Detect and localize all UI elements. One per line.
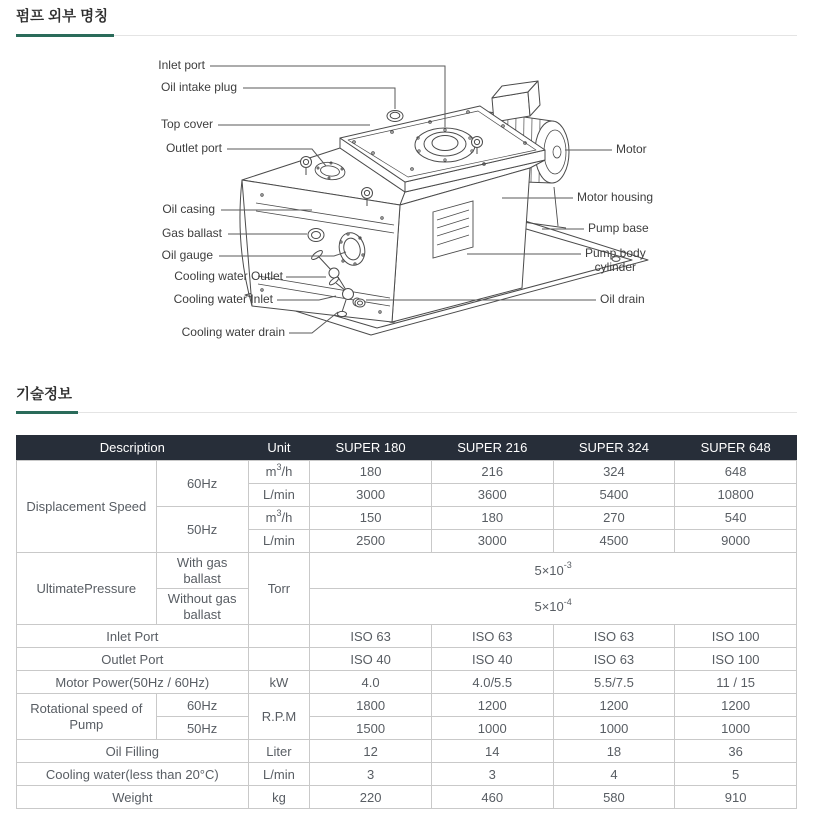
value-cell: ISO 63 [553, 648, 675, 671]
section-title-pump-naming [16, 8, 797, 36]
diagram-label-cooling-water-outlet: Cooling water Outlet [174, 268, 283, 283]
table-row [17, 786, 797, 809]
table-row [17, 763, 797, 786]
value-cell: ISO 63 [431, 625, 553, 648]
table-row [17, 694, 797, 717]
value-cell: ISO 40 [310, 648, 432, 671]
sub-label-50hz: 50Hz [156, 717, 248, 740]
diagram-label-cooling-water-drain: Cooling water drain [181, 324, 285, 339]
col-header-super-216: SUPER 216 [431, 436, 553, 461]
value-cell: 18 [553, 740, 675, 763]
value-cell: 3 [310, 763, 432, 786]
value-cell: 4 [553, 763, 675, 786]
diagram-label-outlet-port: Outlet port [165, 140, 222, 155]
value-cell: 4.0 [310, 671, 432, 694]
sub-label-with-gas-ballast: With gas ballast [156, 553, 248, 589]
value-cell: ISO 63 [310, 625, 432, 648]
row-label-ultimate-pressure: UltimatePressure [17, 553, 157, 625]
value-cell: 1200 [431, 694, 553, 717]
unit-cell: $m^3/h$ [248, 461, 310, 484]
value-cell: 4.0/5.5 [431, 671, 553, 694]
sub-label-60hz: 60Hz [156, 461, 248, 507]
col-header-super-324: SUPER 324 [553, 436, 675, 461]
inlet-flange [415, 128, 475, 162]
row-label-inlet-port: Inlet Port [17, 625, 249, 648]
value-cell: 580 [553, 786, 675, 809]
value-cell: 5.5/7.5 [553, 671, 675, 694]
value-cell: 12 [310, 740, 432, 763]
diagram-label-top-cover: Top cover [160, 116, 213, 131]
diagram-label-inlet-port: Inlet port [158, 57, 205, 72]
value-cell: 4500 [553, 530, 675, 553]
value-cell: 270 [553, 507, 675, 530]
value-cell: 1500 [310, 717, 432, 740]
table-row [17, 553, 797, 589]
diagram-label-oil-casing: Oil casing [162, 201, 215, 216]
diagram-label-pump-body-cylinder: Pump body cylinder [585, 245, 646, 274]
value-cell: 540 [675, 507, 797, 530]
pump-diagram [16, 50, 797, 370]
table-row [17, 671, 797, 694]
section-title-text: 기술정보 [16, 386, 78, 415]
unit-cell: Torr [248, 553, 310, 625]
value-cell: 3000 [431, 530, 553, 553]
unit-cell: Liter [248, 740, 310, 763]
section-title-technical-info [16, 386, 797, 414]
table-header-row [17, 436, 797, 461]
value-cell: 3600 [431, 484, 553, 507]
value-cell: 3 [431, 763, 553, 786]
unit-cell: L/min [248, 763, 310, 786]
value-cell: 36 [675, 740, 797, 763]
row-label-rotational-speed: Rotational speed of Pump [17, 694, 157, 740]
value-cell: 648 [675, 461, 797, 484]
sub-label-without-gas-ballast: Without gas ballast [156, 589, 248, 625]
diagram-label-pump-base: Pump base [588, 220, 649, 235]
unit-cell: L/min [248, 484, 310, 507]
value-cell: 10800 [675, 484, 797, 507]
diagram-label-motor-housing: Motor housing [577, 189, 654, 204]
value-cell: 5 [675, 763, 797, 786]
unit-cell-empty [248, 648, 310, 671]
value-cell: ISO 40 [431, 648, 553, 671]
diagram-label-oil-gauge: Oil gauge [161, 247, 213, 262]
row-label-displacement-speed: Displacement Speed [17, 461, 157, 553]
value-cell: 1000 [553, 717, 675, 740]
diagram-label-cooling-water-inlet: Cooling water Inlet [173, 291, 273, 306]
col-header-super-180: SUPER 180 [310, 436, 432, 461]
col-header-unit: Unit [248, 436, 310, 461]
value-cell: 1800 [310, 694, 432, 717]
value-cell: 9000 [675, 530, 797, 553]
unit-cell: kg [248, 786, 310, 809]
value-cell: 220 [310, 786, 432, 809]
oil-intake-plug-shape [387, 110, 403, 121]
unit-cell: $m^3/h$ [248, 507, 310, 530]
value-cell: 460 [431, 786, 553, 809]
pump-drawing [16, 50, 797, 370]
leader-oil-intake-plug [243, 88, 395, 109]
value-cell: ISO 63 [553, 625, 675, 648]
leader-inlet-port [210, 66, 445, 127]
table-row [17, 648, 797, 671]
diagram-label-oil-intake-plug: Oil intake plug [160, 79, 237, 94]
table-row [17, 625, 797, 648]
table-row [17, 461, 797, 484]
value-cell: 910 [675, 786, 797, 809]
unit-cell: R.P.M [248, 694, 310, 740]
section-title-text: 펌프 외부 명칭 [16, 8, 114, 37]
sub-label-60hz: 60Hz [156, 694, 248, 717]
unit-cell: L/min [248, 530, 310, 553]
sub-label-50hz: 50Hz [156, 507, 248, 553]
value-cell: $5\times 10^{-3}$ [310, 553, 797, 589]
row-label-outlet-port: Outlet Port [17, 648, 249, 671]
value-cell: 180 [310, 461, 432, 484]
value-cell: 1000 [675, 717, 797, 740]
diagram-label-motor: Motor [616, 141, 647, 156]
row-label-oil-filling: Oil Filling [17, 740, 249, 763]
table-row [17, 740, 797, 763]
value-cell: 14 [431, 740, 553, 763]
value-cell: ISO 100 [675, 648, 797, 671]
value-cell: 1200 [553, 694, 675, 717]
value-cell: 1200 [675, 694, 797, 717]
value-cell: 3000 [310, 484, 432, 507]
value-cell: $5\times 10^{-4}$ [310, 589, 797, 625]
unit-cell: kW [248, 671, 310, 694]
value-cell: 150 [310, 507, 432, 530]
value-cell: 216 [431, 461, 553, 484]
value-cell: 11 / 15 [675, 671, 797, 694]
value-cell: 2500 [310, 530, 432, 553]
value-cell: ISO 100 [675, 625, 797, 648]
gas-ballast-shape [308, 228, 324, 241]
unit-cell-empty [248, 625, 310, 648]
diagram-label-oil-drain: Oil drain [600, 291, 645, 306]
row-label-motor-power: Motor Power(50Hz / 60Hz) [17, 671, 249, 694]
row-label-weight: Weight [17, 786, 249, 809]
col-header-super-648: SUPER 648 [675, 436, 797, 461]
value-cell: 1000 [431, 717, 553, 740]
col-header-description: Description [17, 436, 249, 461]
value-cell: 324 [553, 461, 675, 484]
value-cell: 180 [431, 507, 553, 530]
diagram-label-gas-ballast: Gas ballast [161, 225, 222, 240]
row-label-cooling-water: Cooling water(less than 20°C) [17, 763, 249, 786]
value-cell: 5400 [553, 484, 675, 507]
spec-table [16, 435, 797, 809]
